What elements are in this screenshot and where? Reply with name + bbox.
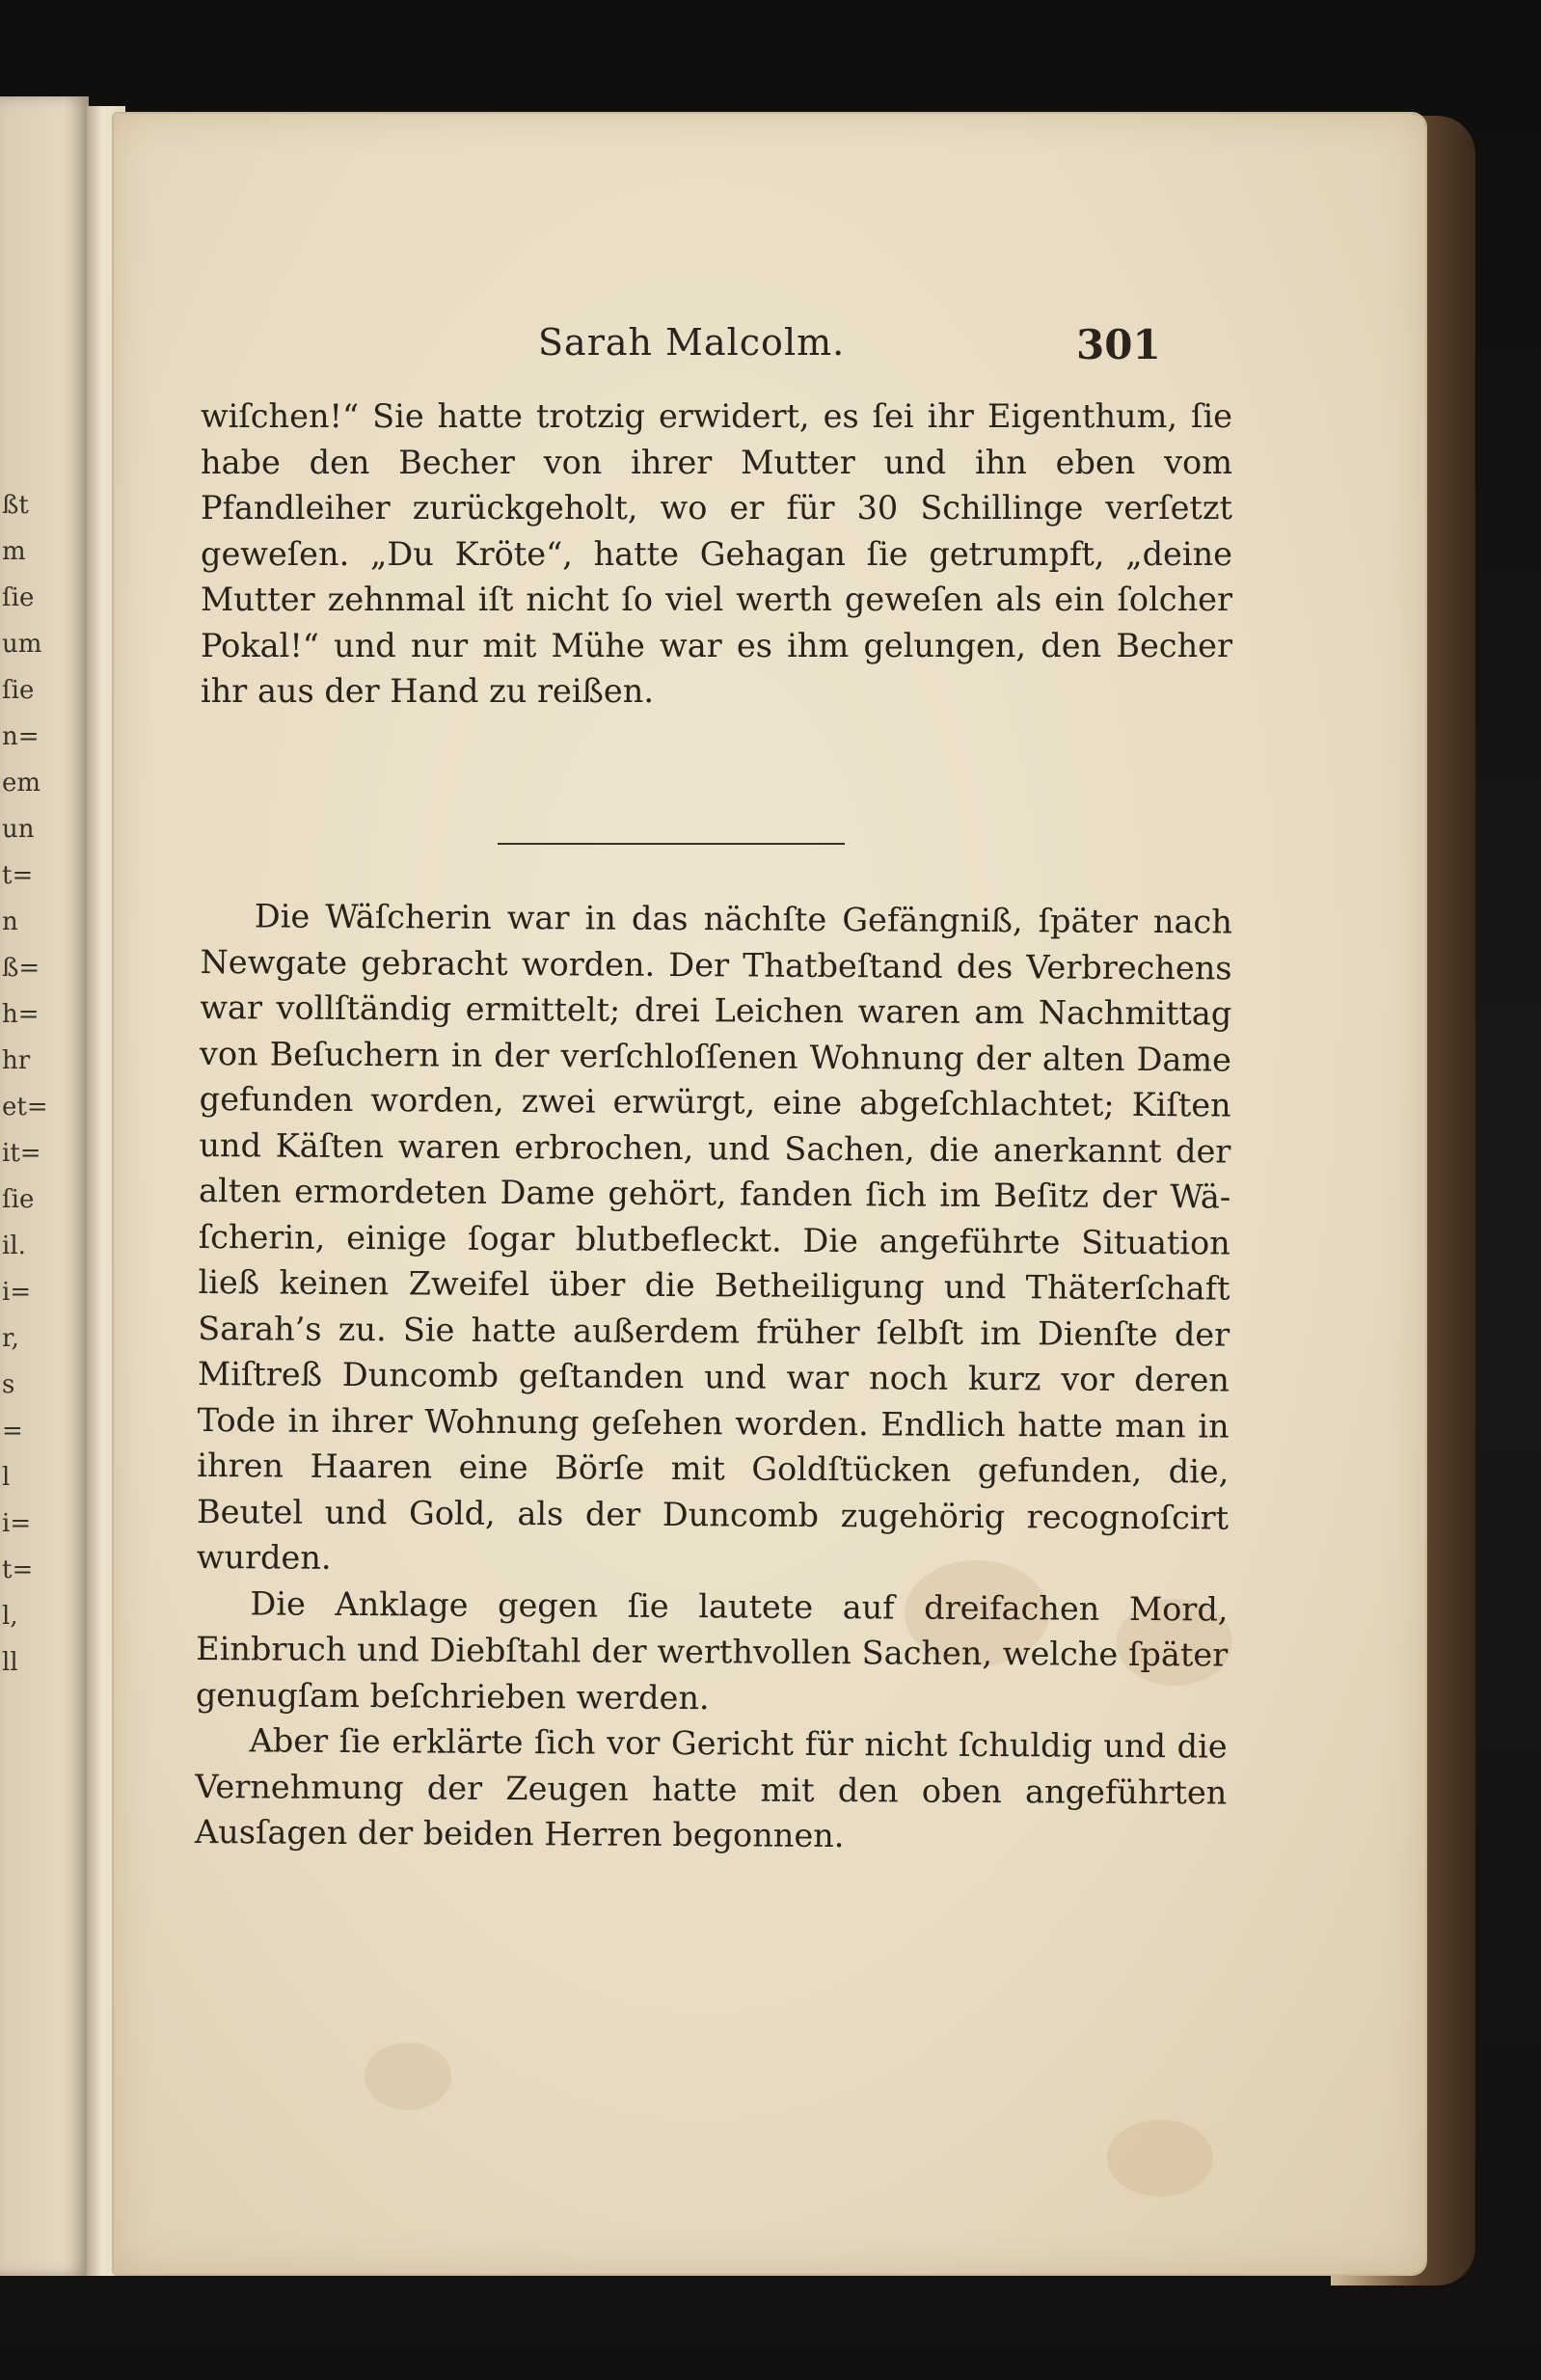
fragment-line: ß= xyxy=(2,954,41,983)
fragment-line: ſie xyxy=(2,1185,35,1214)
continued-paragraph xyxy=(201,393,1232,715)
paper-stain xyxy=(1107,2120,1213,2197)
fragment-line: s xyxy=(2,1370,15,1399)
fragment-line: i= xyxy=(2,1278,32,1307)
fragment-line: r, xyxy=(2,1324,19,1353)
section-text xyxy=(195,893,1232,1861)
paragraph-text: Die Anklage gegen ſie lautete auf dreifachen Mord, Einbruch und Diebſtahl der werthvollen Sachen, welche ſpäter genugſam beſchrieben werden. xyxy=(195,1583,1229,1717)
page-number: 301 xyxy=(1076,321,1161,368)
previous-page-fragments xyxy=(2,482,48,1686)
running-head xyxy=(114,321,1425,379)
fragment-line: h= xyxy=(2,1000,40,1029)
fragment-line: em xyxy=(2,769,41,798)
fragment-line: l, xyxy=(2,1602,18,1631)
fragment-line: ſie xyxy=(2,676,35,705)
fragment-line: n xyxy=(2,907,18,936)
fragment-line: t= xyxy=(2,861,34,890)
paper-stain xyxy=(365,2042,451,2110)
paragraph-text: Aber ſie erklärte ſich vor Gericht für nicht ſchuldig und die Vernehmung der Zeugen hatte mit den oben angeführten Ausſagen der beiden Herren begonnen. xyxy=(194,1721,1228,1855)
fragment-line: un xyxy=(2,815,35,844)
fragment-line: et= xyxy=(2,1093,48,1122)
fragment-line: t= xyxy=(2,1555,34,1584)
fragment-line: um xyxy=(2,630,42,659)
fragment-line: hr xyxy=(2,1046,31,1075)
section-divider xyxy=(498,843,845,845)
fragment-line: i= xyxy=(2,1509,32,1538)
paragraph-text: Die Wäſcherin war in das nächſte Gefängniß, ſpäter nach Newgate gebracht worden. Der Thatbeſtand des Verbrechens war vollſtändig ermittelt; drei Leichen waren am Nachmittag von Beſuchern in der verſchloſſenen Wohnung der alten Dame gefunden worden, zwei erwürgt, eine abgeſchlachtet; Kiſten und Käſten waren erbrochen, und Sachen, die anerkannt der alten ermordeten Dame gehört, fanden ſich im Beſitz der Wäſcherin, einige ſogar blutbefleckt. Die angeführte Situation ließ keinen Zweifel über die Betheiligung und Thäterſchaft Sarah’s zu. Sie hatte außerdem früher ſelbſt im Dienſte der Miſtreß Duncomb geſtanden und war noch kurz vor deren Tode in ihrer Wohnung geſehen worden. Endlich hatte man in ihren Haaren eine Börſe mit Goldſtücken gefunden, die, Beutel und Gold, als der Duncomb zugehörig recognoſcirt wurden. xyxy=(196,897,1232,1577)
fragment-line: ll xyxy=(2,1648,18,1677)
book-page xyxy=(114,114,1425,2274)
fragment-line: n= xyxy=(2,722,40,751)
fragment-line: m xyxy=(2,537,26,566)
running-title: Sarah Malcolm. xyxy=(538,321,846,364)
fragment-line: = xyxy=(2,1417,23,1446)
fragment-line: ſie xyxy=(2,583,35,612)
paragraph-text: wiſchen!“ Sie hatte trotzig erwidert, es ſei ihr Eigenthum, ſie habe den Becher von ihrer Mutter und ihn eben vom Pfandleiher zurückgeholt, wo er für 30 Schillinge verſetzt geweſen. „Du Kröte“, hatte Gehagan ſie getrumpft, „deine Mutter zehnmal iſt nicht ſo viel werth geweſen als ein ſolcher Pokal!“ und nur mit Mühe war es ihm gelungen, den Becher ihr aus der Hand zu reißen. xyxy=(201,397,1232,710)
fragment-line: il. xyxy=(2,1231,26,1260)
fragment-line: it= xyxy=(2,1139,41,1168)
fragment-line: ßt xyxy=(2,491,29,520)
previous-page-edge xyxy=(0,96,89,2276)
fragment-line: l xyxy=(2,1463,11,1492)
